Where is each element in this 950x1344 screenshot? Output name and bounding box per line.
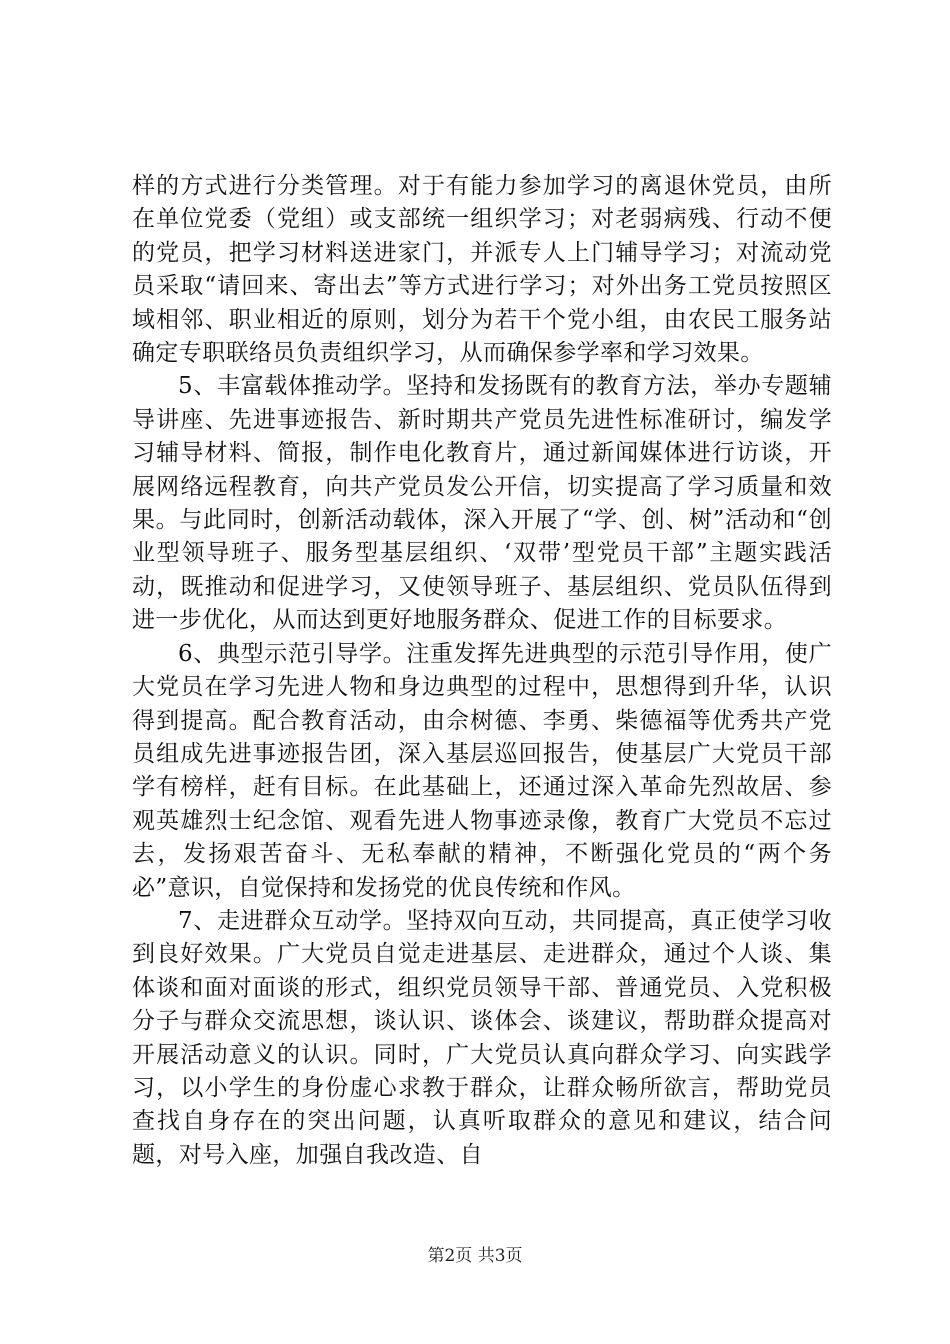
paragraph-item-5: 5、丰富载体推动学。坚持和发扬既有的教育方法，举办专题辅导讲座、先进事迹报告、新时期共产党员先进性标准研讨，编发学习辅导材料、简报，制作电化教育片，通过新闻媒体进行访谈，开展网络远程教育，向共产党员发公开信，切实提高了学习质量和效果。与此同时，创新活动载体，深入开展了“学、创、树”活动和“创业型领导班子、服务型基层组织、‘双带’型党员干部”主题实践活动，既推动和促进学习，又使领导班子、基层组织、党员队伍得到进一步优化，从而达到更好地服务群众、促进工作的目标要求。 [132,373,832,634]
paragraph-continuation: 样的方式进行分类管理。对于有能力参加学习的离退休党员，由所在单位党委（党组）或支部统一组织学习；对老弱病残、行动不便的党员，把学习材料送进家门，并派专人上门辅导学习；对流动党员采取“请回来、寄出去”等方式进行学习；对外出务工党员按照区域相邻、职业相近的原则，划分为若干个党小组，由农民工服务站确定专职联络员负责组织学习，从而确保参学率和学习效果。 [132,173,832,367]
document-body [132,170,832,1172]
page-footer: 第2页 共3页 [427,1246,523,1266]
paragraph-item-6: 6、典型示范引导学。注重发挥先进典型的示范引导作用，使广大党员在学习先进人物和身边典型的过程中，思想得到升华，认识得到提高。配合教育活动，由佘树德、李勇、柴德福等优秀共产党员组成先进事迹报告团，深入基层巡回报告，使基层广大党员干部学有榜样，赶有目标。在此基础上，还通过深入革命先烈故居、参观英雄烈士纪念馆、观看先进人物事迹录像，教育广大党员不忘过去，发扬艰苦奋斗、无私奉献的精神，不断强化党员的“两个务必”意识，自觉保持和发扬党的优良传统和作风。 [132,640,832,901]
paragraph-item-7: 7、走进群众互动学。坚持双向互动，共同提高，真正使学习收到良好效果。广大党员自觉走进基层、走进群众，通过个人谈、集体谈和面对面谈的形式，组织党员领导干部、普通党员、入党积极分子与群众交流思想，谈认识、谈体会、谈建议，帮助群众提高对开展活动意义的认识。同时，广大党员认真向群众学习、向实践学习，以小学生的身份虚心求教于群众，让群众畅所欲言，帮助党员查找自身存在的突出问题，认真听取群众的意见和建议，结合问题，对号入座，加强自我改造、自 [132,907,832,1168]
